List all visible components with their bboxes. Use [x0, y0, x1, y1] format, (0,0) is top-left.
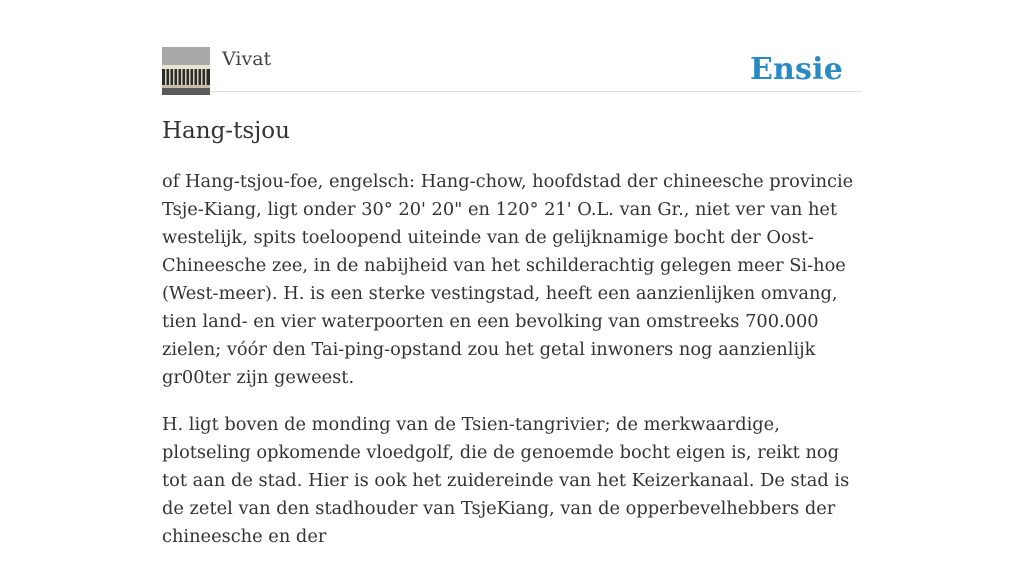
- article-header: [162, 47, 862, 92]
- book-stack-icon: [162, 47, 210, 95]
- article-body: [162, 168, 862, 570]
- article-paragraph: of Hang-tsjou-foe, engelsch: Hang-chow, hoofdstad der chineesche provincie Tsje-Kiang, ligt onder 30° 20' 20" en 120° 21' O.L. van Gr., niet ver van het westelijk, spits toeloopend uiteinde van de gelijknamige bocht der Oost-Chineesche zee, in de nabijheid van het schilderachtig gelegen meer Si-hoe (West-meer). H. is een sterke vestingstad, heeft een aanzienlijken omvang, tien land- en vier waterpoorten en een bevolking van omstreeks 700.000 zielen; vóór den Tai-ping-opstand zou het getal inwoners nog aanzienlijk gr00ter zijn geweest.: [162, 171, 854, 388]
- article-title: Hang-tsjou: [162, 118, 290, 144]
- author-name-link[interactable]: Vivat: [222, 48, 272, 70]
- author-avatar[interactable]: [162, 47, 210, 95]
- article-paragraph: H. ligt boven de monding van de Tsien-tangrivier; de merkwaardige, plotseling opkomende vloedgolf, die de genoemde bocht eigen is, reikt nog tot aan de stad. Hier is ook het zuidereinde van het Keizerkanaal. De stad is de zetel van den stadhouder van TsjeKiang, van de opperbevelhebbers der chineesche en der: [162, 414, 850, 547]
- ensie-logo-link[interactable]: Ensie: [749, 52, 843, 87]
